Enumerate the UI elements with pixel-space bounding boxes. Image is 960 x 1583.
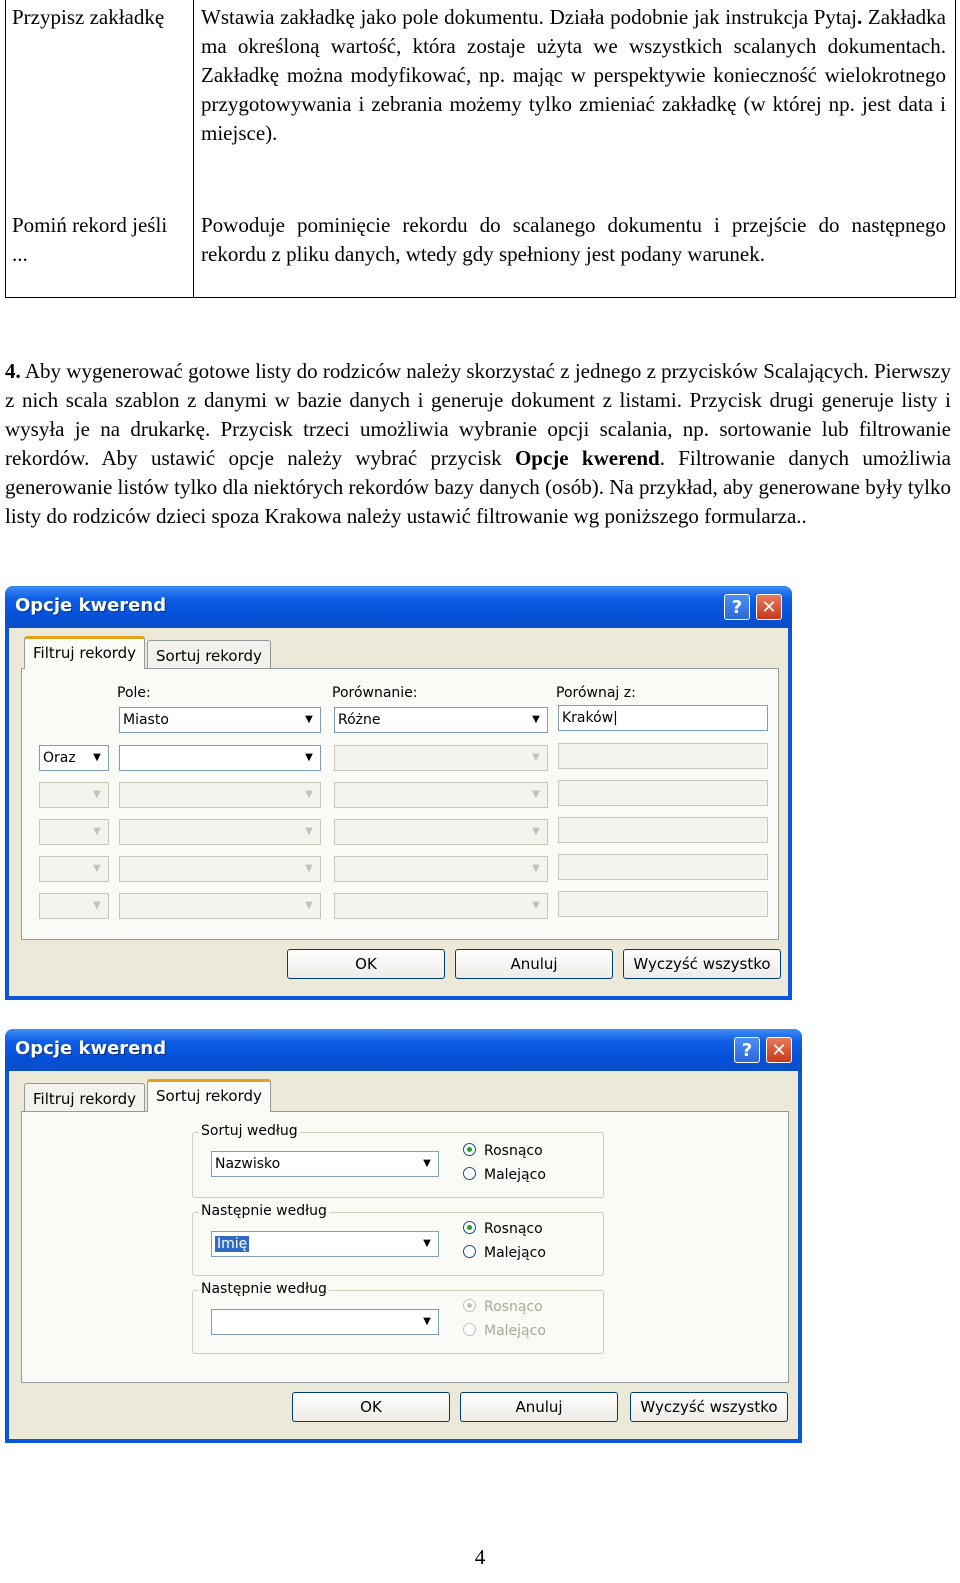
descending-radio[interactable]: Malejąco (463, 1167, 546, 1183)
chevron-down-icon: ▼ (299, 821, 319, 843)
query-options-dialog-filter (5, 586, 792, 1000)
close-button[interactable]: ✕ (756, 594, 782, 620)
sort-panel (21, 1111, 789, 1383)
comparison-combo (334, 893, 548, 919)
ok-button[interactable]: OK (287, 949, 445, 979)
page-number: 4 (474, 1545, 486, 1569)
chevron-down-icon: ▼ (526, 784, 546, 806)
chevron-down-icon: ▼ (526, 747, 546, 769)
tab-filter-records[interactable]: Filtruj rekordy (24, 1083, 145, 1113)
logic-combo[interactable]: Oraz ▼ (39, 745, 109, 771)
sort-field-combo[interactable]: Nazwisko ▼ (211, 1151, 439, 1177)
field-column-label: Pole: (117, 685, 151, 701)
field-combo (119, 893, 321, 919)
ok-button[interactable]: OK (292, 1392, 450, 1422)
then-by-field-combo[interactable] (211, 1309, 439, 1335)
then-by-group (192, 1281, 604, 1354)
comparison-combo (334, 819, 548, 845)
table-term: Przypisz zakładkę (12, 5, 165, 29)
sort-by-group (192, 1123, 604, 1198)
ascending-radio[interactable]: Rosnąco (463, 1221, 543, 1237)
field-combo[interactable] (119, 745, 321, 771)
logic-combo (39, 856, 109, 882)
cancel-button[interactable]: Anuluj (455, 949, 613, 979)
descending-radio: Malejąco (463, 1323, 546, 1339)
compare-value-input (558, 817, 768, 843)
table-term: Pomiń rekord jeśli ... (12, 213, 168, 266)
compare-to-column-label: Porównaj z: (556, 685, 636, 701)
logic-combo (39, 782, 109, 808)
chevron-down-icon: ▼ (417, 1153, 437, 1175)
query-options-dialog-sort (5, 1029, 802, 1443)
compare-value-input (558, 854, 768, 880)
dialog-title: Opcje kwerend (15, 595, 167, 616)
filter-panel (21, 668, 779, 940)
compare-value-input (558, 743, 768, 769)
dialog-body (9, 628, 788, 996)
title-bar (5, 1029, 802, 1071)
chevron-down-icon: ▼ (417, 1311, 437, 1333)
chevron-down-icon: ▼ (526, 895, 546, 917)
group-label: Następnie według (201, 1281, 327, 1297)
chevron-down-icon: ▼ (526, 858, 546, 880)
chevron-down-icon: ▼ (299, 747, 319, 769)
tab-sort-records[interactable]: Sortuj rekordy (147, 1079, 271, 1112)
chevron-down-icon: ▼ (87, 747, 107, 769)
chevron-down-icon: ▼ (87, 858, 107, 880)
tab-filter-records[interactable]: Filtruj rekordy (24, 636, 145, 669)
field-combo (119, 819, 321, 845)
chevron-down-icon: ▼ (299, 709, 319, 731)
help-button[interactable]: ? (724, 594, 750, 620)
radio-selected-icon (463, 1143, 476, 1156)
chevron-down-icon: ▼ (299, 895, 319, 917)
table-description: Powoduje pominięcie rekordu do scalanego dokumentu i przejście do następnego rekordu z pliku danych, wtedy gdy spełniony jest podany warunek. (201, 213, 946, 266)
group-label: Sortuj według (201, 1123, 298, 1139)
chevron-down-icon: ▼ (299, 784, 319, 806)
comparison-combo (334, 856, 548, 882)
tab-sort-records[interactable]: Sortuj rekordy (147, 640, 271, 670)
chevron-down-icon: ▼ (417, 1233, 437, 1255)
comparison-combo (334, 745, 548, 771)
radio-empty-icon (463, 1323, 476, 1336)
then-by-group (192, 1203, 604, 1276)
dialog-title: Opcje kwerend (15, 1038, 167, 1059)
descending-radio[interactable]: Malejąco (463, 1245, 546, 1261)
table-divider (193, 0, 194, 297)
chevron-down-icon: ▼ (299, 858, 319, 880)
field-combo[interactable]: Miasto ▼ (119, 707, 321, 733)
ascending-radio[interactable]: Rosnąco (463, 1143, 543, 1159)
comparison-combo (334, 782, 548, 808)
logic-combo (39, 819, 109, 845)
radio-empty-icon (463, 1167, 476, 1180)
table-description: Wstawia zakładkę jako pole dokumentu. Działa podobnie jak instrukcja Pytaj. Zakładka ma określoną wartość, która zostaje użyta we wszystkich scalanych dokumentach. Zakładkę można modyfikować, np. mając w perspektywie konieczność wielokrotnego przygotowywania i zebrania możemy tylko zmieniać zakładkę (w której np. jest data i miejsce). (201, 5, 947, 145)
radio-empty-icon (463, 1245, 476, 1258)
help-button[interactable]: ? (734, 1037, 760, 1063)
chevron-down-icon: ▼ (87, 784, 107, 806)
radio-selected-icon (463, 1221, 476, 1234)
comparison-combo[interactable]: Różne ▼ (334, 707, 548, 733)
clear-all-button[interactable]: Wyczyść wszystko (630, 1392, 788, 1422)
chevron-down-icon: ▼ (526, 709, 546, 731)
radio-selected-icon (463, 1299, 476, 1312)
comparison-column-label: Porównanie: (332, 685, 418, 701)
instruction-paragraph: 4. Aby wygenerować gotowe listy do rodziców należy skorzystać z jednego z przycisków Scalających. Pierwszy z nich scala szablon z danymi w bazie danych i generuje dokument z listami. Przycisk drugi generuje listy i wysyła je na drukarkę. Przycisk trzeci umożliwia wybranie opcji scalania, np. sortowanie lub filtrowanie rekordów. Aby ustawić opcje należy wybrać przycisk Opcje kwerend. Filtrowanie danych umożliwia generowanie listów tylko dla niektórych rekordów bazy danych (osób). Na przykład, aby generowane były tylko listy do rodziców dzieci spoza Krakowa należy ustawić filtrowanie wg poniższego formularza.. (5, 359, 951, 528)
ascending-radio: Rosnąco (463, 1299, 543, 1315)
then-by-field-combo[interactable]: Imię ▼ (211, 1231, 439, 1257)
logic-combo (39, 893, 109, 919)
cancel-button[interactable]: Anuluj (460, 1392, 618, 1422)
group-label: Następnie według (201, 1203, 327, 1219)
chevron-down-icon: ▼ (87, 821, 107, 843)
chevron-down-icon: ▼ (87, 895, 107, 917)
close-button[interactable]: ✕ (766, 1037, 792, 1063)
compare-value-input (558, 891, 768, 917)
clear-all-button[interactable]: Wyczyść wszystko (623, 949, 781, 979)
field-combo (119, 782, 321, 808)
dialog-body (9, 1071, 798, 1439)
field-combo (119, 856, 321, 882)
title-bar (5, 586, 792, 628)
compare-value-input[interactable]: Kraków| (558, 705, 768, 731)
chevron-down-icon: ▼ (526, 821, 546, 843)
compare-value-input (558, 780, 768, 806)
options-table (5, 0, 956, 298)
